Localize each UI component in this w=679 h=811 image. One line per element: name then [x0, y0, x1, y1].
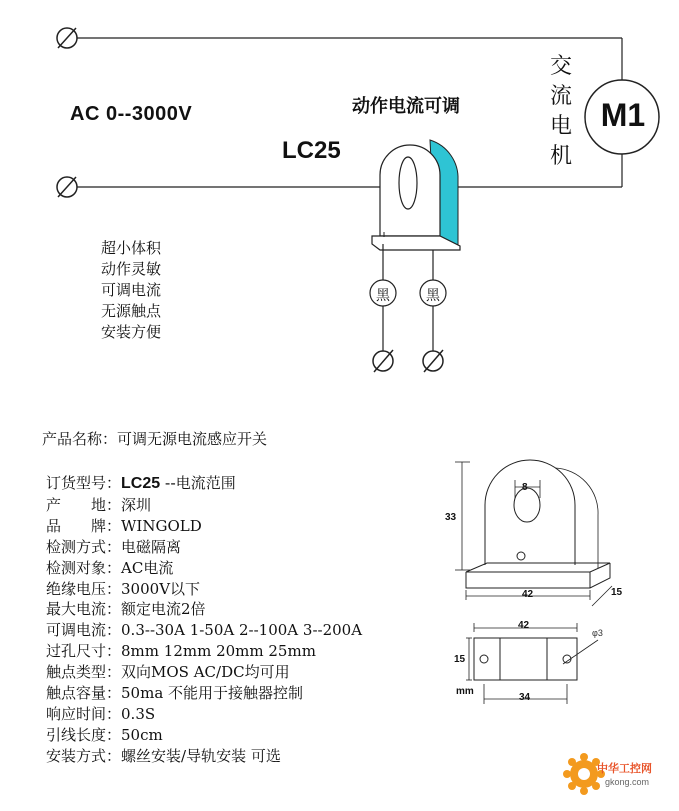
spec-row [46, 662, 362, 683]
spec-row [46, 495, 362, 516]
dim-top-width: 42 [518, 620, 530, 631]
spec-label: 检测方式： [46, 537, 122, 556]
spec-value: 螺丝安装/导轨安装 可选 [121, 746, 281, 765]
spec-label: 触点容量： [46, 684, 122, 703]
dim-top-height: 15 [454, 654, 466, 665]
watermark-cn: 中华工控网 [597, 762, 652, 775]
spec-value: 50ma 不能用于接触器控制 [121, 684, 304, 703]
spec-label: 过孔尺寸： [46, 642, 122, 661]
motor-desc-char: 交 [549, 54, 572, 79]
spec-label: 安装方式： [46, 746, 122, 765]
motor-description [544, 52, 578, 172]
output-terminal-right [423, 350, 443, 372]
spec-row [46, 683, 362, 704]
spec-row [46, 579, 362, 600]
spec-value: 额定电流2倍 [121, 600, 206, 619]
feature-item: 超小体积 [101, 239, 162, 257]
spec-value: 8mm 12mm 20mm 25mm [121, 642, 316, 661]
supply-terminal-bottom [57, 177, 77, 197]
adjustable-current-label: 动作电流可调 [352, 96, 460, 117]
spec-value: 双向MOS AC/DC均可用 [121, 663, 290, 682]
dim-hole-dia: φ3 [592, 628, 603, 638]
motor-desc-char: 机 [549, 144, 572, 169]
spec-value: --电流范围 [160, 474, 236, 492]
spec-row [46, 516, 362, 537]
output-terminal-left [373, 350, 393, 372]
watermark-en: gkong.com [605, 777, 650, 787]
spec-row [46, 558, 362, 579]
spec-label: 可调电流： [46, 621, 122, 640]
spec-label: 绝缘电压： [46, 579, 122, 598]
dim-unit: mm [456, 686, 474, 697]
sensor-model-label: LC25 [282, 137, 341, 164]
spec-label: 产 地： [46, 495, 122, 514]
dim-hole-diameter: 8 [522, 482, 528, 493]
spec-value: 3000V以下 [121, 579, 201, 598]
product-name-value: 可调无源电流感应开关 [117, 430, 268, 448]
lead-left-label: 黑 [376, 288, 390, 304]
product-name-label: 产品名称： [42, 430, 118, 448]
spec-list [46, 473, 362, 767]
spec-row [46, 641, 362, 662]
feature-list [101, 238, 161, 343]
lc25-sensor [372, 140, 460, 250]
spec-label: 触点类型： [46, 663, 122, 682]
spec-row [46, 746, 362, 767]
dim-front-depth: 15 [611, 587, 623, 598]
feature-item: 动作灵敏 [101, 260, 162, 278]
feature-item: 无源触点 [101, 302, 162, 320]
spec-label: 检测对象： [46, 558, 122, 577]
spec-label: 品 牌： [46, 516, 122, 535]
supply-terminal-top [57, 28, 77, 48]
spec-value: AC电流 [121, 558, 174, 577]
spec-row [46, 704, 362, 725]
product-name [42, 432, 267, 447]
supply-voltage-label: AC 0--3000V [70, 103, 193, 125]
spec-label: 最大电流： [46, 600, 122, 619]
spec-model: LC25 [121, 475, 161, 492]
motor-desc-char: 电 [549, 114, 572, 139]
feature-item: 安装方便 [101, 323, 162, 341]
dim-front-height: 33 [445, 512, 457, 523]
spec-value: 电磁隔离 [121, 537, 182, 556]
spec-row [46, 620, 362, 641]
spec-value: 50cm [121, 725, 163, 744]
dim-front-width: 42 [522, 589, 534, 600]
front-view-drawing [455, 460, 612, 606]
spec-value: 深圳 [121, 495, 152, 514]
spec-label: 引线长度： [46, 725, 122, 744]
spec-row [46, 599, 362, 620]
spec-row-model [46, 473, 362, 495]
motor-desc-char: 流 [549, 84, 572, 109]
dim-hole-spacing: 34 [519, 692, 531, 703]
spec-value: 0.3S [121, 704, 156, 723]
feature-item: 可调电流 [101, 281, 162, 299]
lead-right-label: 黑 [426, 288, 440, 304]
top-view-drawing [466, 623, 598, 704]
spec-label: 订货型号： [46, 474, 122, 492]
spec-row [46, 537, 362, 558]
spec-row [46, 725, 362, 746]
spec-label: 响应时间： [46, 704, 122, 723]
spec-value: WINGOLD [121, 516, 202, 535]
motor-name: M1 [600, 97, 646, 133]
spec-value: 0.3--30A 1-50A 2--100A 3--200A [121, 621, 363, 640]
